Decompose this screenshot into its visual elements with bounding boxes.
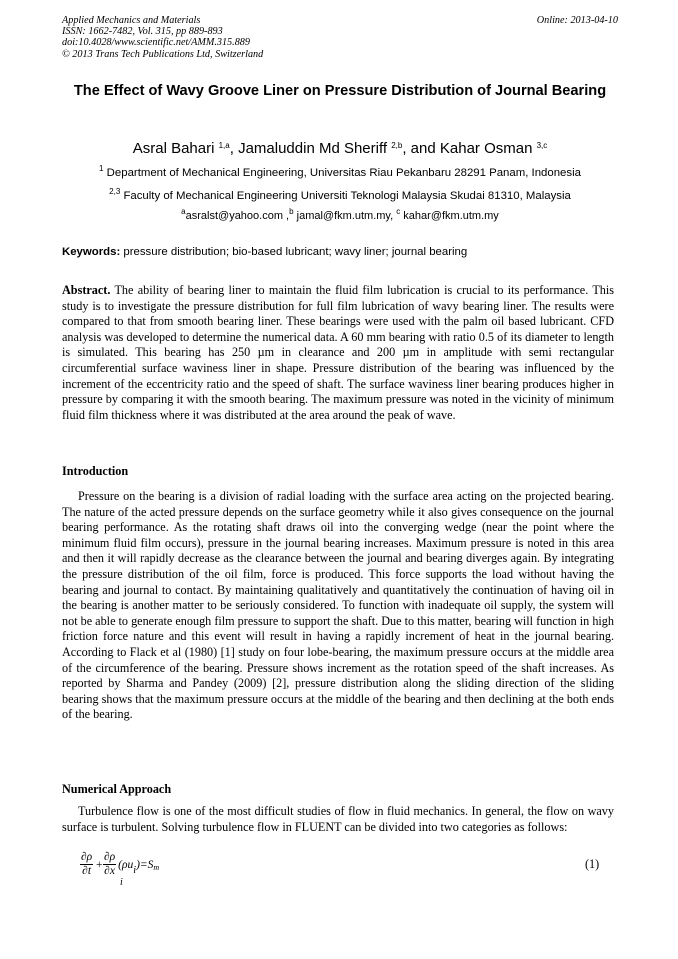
keywords [62,245,622,259]
author-separator: , [229,140,239,157]
doi-line: doi:10.4028/www.scientific.net/AMM.315.889 [62,37,250,49]
author-name: Jamaluddin Md Sheriff [238,140,388,157]
equation-denominator-subscript: i [120,877,123,888]
abstract-label: Abstract. [62,283,111,297]
email-address: asralst@yahoo.com [185,210,283,222]
author-separator: , and [402,140,440,157]
keywords-text: pressure distribution; bio-based lubricant; wavy liner; journal bearing [120,246,468,258]
author-superscript: 2,b [391,141,403,150]
copyright-line: © 2013 Trans Tech Publications Ltd, Switzerland [62,48,264,60]
paper-title: The Effect of Wavy Groove Liner on Pressure Distribution of Journal Bearing [73,83,607,99]
numerical-approach-heading: Numerical Approach [62,782,172,796]
introduction-heading: Introduction [62,464,129,478]
author-superscript: 1,a [218,141,230,150]
equation-1 [80,851,160,888]
email-list: $^a$asralst@yahoo.com ,$^b$ jamal@fkm.utm.my, $^c$ kahar@fkm.utm.my [181,207,499,222]
issn-line: ISSN: 1662-7482, Vol. 315, pp 889-893 [62,26,223,38]
equation-body: )=S [136,858,154,871]
fraction-numerator: ∂ρ [103,851,116,863]
affiliation-1 [40,166,640,180]
equation-body: (ρu [118,858,134,871]
author-name: Kahar Osman [439,140,533,157]
email-superscript: a [181,207,186,216]
author-name: Asral Bahari [132,140,215,157]
fraction-denominator: ∂t [82,865,92,877]
affiliation-superscript: 1 [99,164,104,173]
author-list [40,140,640,158]
fraction-numerator: ∂ρ [81,851,93,863]
affiliation-superscript: 2,3 [109,187,121,196]
numerical-approach-paragraph: Turbulence flow is one of the most difficult studies of flow in fluid mechanics. In general, the flow on wavy surface is turbulent. Solving turbulence flow in FLUENT can be divided into two categories as follows: [62,804,614,834]
abstract [62,283,614,423]
journal-header [62,15,618,60]
email-superscript: b [289,207,294,216]
affiliation-text: Department of Mechanical Engineering, Universitas Riau Pekanbaru 28291 Panam, Indonesia [106,167,581,179]
equation-subscript: m [153,863,160,872]
equation-fraction [103,851,116,878]
email-superscript: c [396,207,401,216]
keywords-label: Keywords: [62,246,121,258]
email-address: jamal@fkm.utm.my, [296,210,394,222]
equation-number: (1) [585,857,600,871]
equation-fraction [80,851,93,878]
abstract-text: The ability of bearing liner to maintain the fluid film lubrication is crucial to its performance. This study is to investigate the pressure distribution for full film lubrication of wavy bearing liner. The results were compared to that from smooth bearing liner. These bearings were used with the palm oil based lubricant. CFD analysis was developed to determine the numerical data. A 60 mm bearing with ratio 0.5 of its diameter to length is simulated. This bearing has 250 µm in clearance and 200 µm in amplitude with semi rectangular circumferential surface waviness liner in shape. Pressure distribution of the bearing was influenced by the increment of the eccentricity ratio and the speed of shaft. The surface waviness liner bearing produces higher in pressure by comparing it with the smooth bearing. The maximum pressure was noted in the vicinity of minimum fluid film thickness where it was distributed at the area around the peak of wave. [62,283,614,422]
fraction-denominator-text: ∂x [104,865,115,877]
journal-name: Applied Mechanics and Materials [62,15,201,26]
introduction-paragraph: Pressure on the bearing is a division of radial loading with the surface area acting on the projected bearing. The nature of the acted pressure depends on the surface geometry while it also gives consequence on the journal bearing performance. As the rotating shaft draws oil into the converging wedge (near the point where the minimum fluid film occurs), pressure in the journal bearing increases. Maximum pressure is noted in this area and then it will rapidly decrease as the clearance between the journal and bearing diverges again. By integrating the pressure distribution of the oil film, force is produced. This force supports the load without having the bearing and journal to contact. By maintaining qualitatively and quantitatively the continuation of having oil in the bearing is another matter to be seriously considered. To function with inadequate oil supply, the system will not be able to generate enough film pressure to support the shaft. Due to this matter, bearing will function in high friction force nature and this event will result in having a rapidly increment of heat in the journal bearing. According to Flack et al (1980) [1] study on four lobe-bearing, the maximum pressure occurs at the middle area of the circumference of the bearing. Pressure shows increment as the rotation speed of the shaft increases. As reported by Sharma and Pandey (2009) [2], pressure distribution along the sliding direction of the sliding bearing shows that the maximum pressure occurs at the middle of the bearing and then declining at the both ends of the bearing. [62,489,614,722]
equation-plus: + [95,858,103,871]
email-address: kahar@fkm.utm.my [403,210,499,222]
online-date: Online: 2013-04-10 [536,15,618,26]
affiliation-2 [40,189,640,203]
fraction-denominator [103,865,116,878]
affiliation-text: Faculty of Mechanical Engineering Universiti Teknologi Malaysia Skudai 81310, Malaysia [123,190,571,202]
author-superscript: 3,c [536,141,548,150]
equation-subscript: i [133,865,137,876]
